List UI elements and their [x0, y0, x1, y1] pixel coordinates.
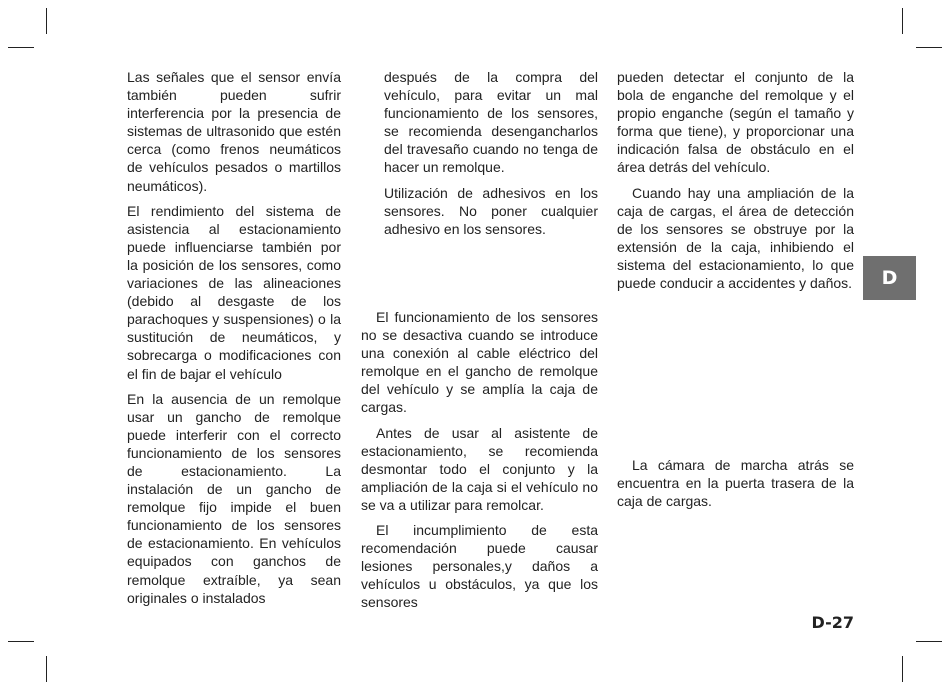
crop-mark — [46, 8, 47, 34]
paragraph: El rendimiento del sistema de asistencia al estacionamiento puede influenciarse también por la posición de los sensores, como variaciones de las alineaciones (debido al desgaste de los parachoques y suspensiones) o la sustitución de neumáticos, y sobrecarga o modificaciones con el fin de bajar el vehículo — [127, 202, 341, 382]
text-column-3-top — [617, 68, 854, 299]
crop-mark — [916, 47, 942, 48]
crop-mark — [902, 8, 903, 34]
paragraph: El incumplimiento de esta recomendación puede causar lesiones personales,y daños a vehículos u obstáculos, ya que los sensores — [361, 522, 598, 611]
crop-mark — [8, 641, 34, 642]
text-column-2-top — [384, 68, 598, 245]
text-column-1 — [127, 68, 341, 614]
paragraph: El funcionamiento de los sensores no se desactiva cuando se introduce una conexión al cable eléctrico del remolque en el gancho de remolque del vehículo y se amplía la caja de cargas. — [361, 309, 598, 416]
paragraph: Utilización de adhesivos en los sensores. No poner cualquier adhesivo en los sensores. — [384, 184, 598, 237]
paragraph: Las señales que el sensor envía también pueden sufrir interferencia por la presencia de sistemas de ultrasonido que estén cerca (como frenos neumáticos de vehículos pesados o martillos neumáticos). — [127, 69, 341, 194]
section-tab: D — [863, 256, 916, 300]
paragraph: Antes de usar al asistente de estacionamiento, se recomienda desmontar todo el conjunto y la ampliación de la caja si el vehículo no se va a utilizar para remolcar. — [361, 424, 598, 513]
paragraph: En la ausencia de un remolque usar un gancho de remolque puede interferir con el correcto funcionamiento de los sensores de estacionamiento. La instalación de un gancho de remolque fijo impide el buen funcionamiento de los sensores de estacionamiento. En vehículos equipados con ganchos de remolque extraíble, ya sean originales o instalados — [127, 390, 341, 606]
paragraph: después de la compra del vehículo, para evitar un mal funcionamiento de los sensores, se recomienda desengancharlos del travesaño cuando no tenga de hacer un remolque. — [384, 69, 598, 176]
page-number: D-27 — [811, 613, 854, 632]
text-column-2-bottom — [361, 308, 598, 619]
crop-mark — [46, 656, 47, 682]
crop-mark — [8, 47, 34, 48]
crop-mark — [902, 656, 903, 682]
paragraph: La cámara de marcha atrás se encuentra en la puerta trasera de la caja de cargas. — [617, 457, 854, 510]
paragraph: Cuando hay una ampliación de la caja de cargas, el área de detección de los sensores se obstruye por la extensión de la caja, inhibiendo el sistema del estacionamiento, lo que puede conducir a accidentes y daños. — [617, 184, 854, 292]
text-column-3-bottom — [617, 456, 854, 517]
crop-mark — [916, 641, 942, 642]
paragraph: pueden detectar el conjunto de la bola de enganche del remolque y el propio enganche (según el tamaño y forma que tiene), y proporcionar una indicación falsa de obstáculo en el área detrás del vehículo. — [617, 69, 854, 176]
